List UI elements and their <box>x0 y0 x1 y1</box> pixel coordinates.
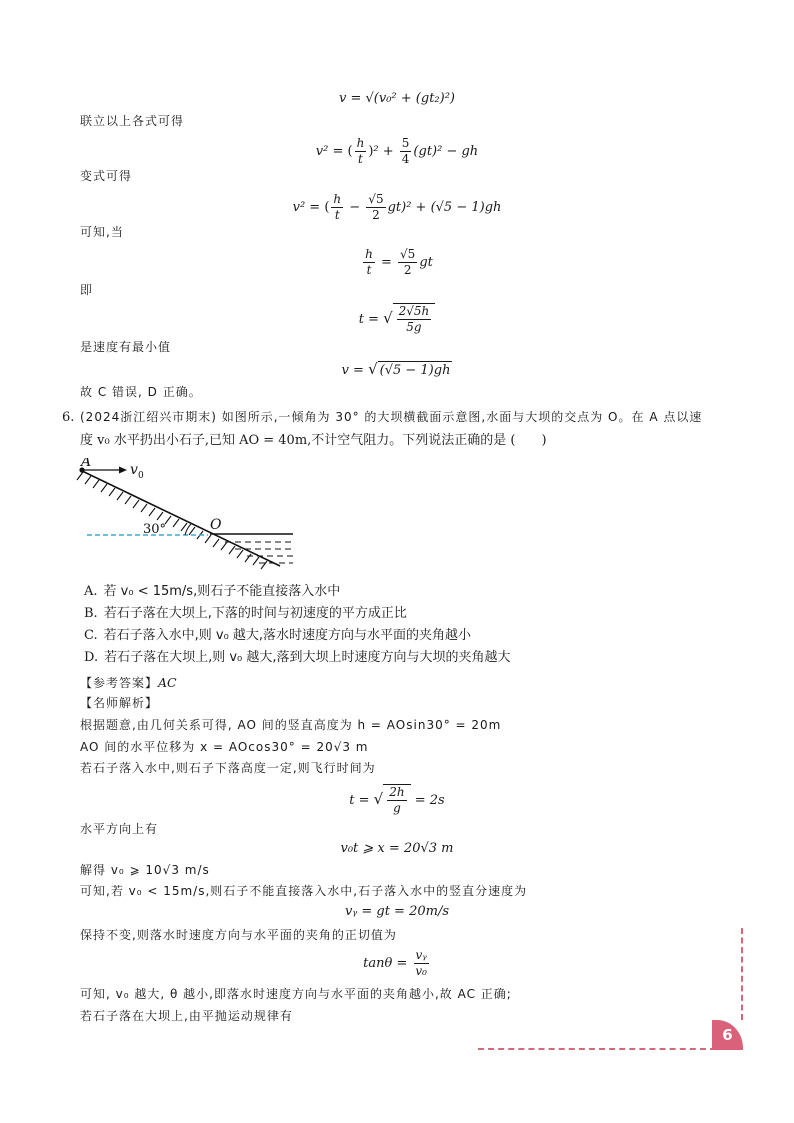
text-line: 保持不变,则落水时速度方向与水平面的夹角的正切值为 <box>80 928 397 942</box>
equation-condition: $\frac{h}{t}$ = $\frac{√5}{2}$ gt <box>365 247 433 277</box>
analysis-heading: 【名师解析】 <box>80 696 159 710</box>
equation-vy: vᵧ = gt = 20m/s <box>344 904 450 919</box>
svg-text:30°: 30° <box>143 522 167 537</box>
equation-vmin: v = √ (√5 − 1)gh <box>341 360 451 378</box>
svg-text:0: 0 <box>138 471 144 481</box>
equation-v2-a: v² = ( $\frac{h}{t}$ )² + $\frac{5}{4}$ (gt)² − gh <box>315 136 479 166</box>
dam-cross-section-figure <box>75 458 305 573</box>
equation-flight-time: t = √ $\frac{2h}{g}$ = 2s <box>349 785 445 815</box>
text-line: 水平方向上有 <box>80 822 159 836</box>
equation-v2-b: v² = ( $\frac{h}{t}$ − $\frac{√5}{2}$ gt)² + (√5 − 1)gh <box>292 192 502 222</box>
question-stem: 6. (2024浙江绍兴市期末) 如图所示,一倾角为 30° 的大坝横截面示意图,水面与大坝的交点为 O。在 A 点以速 <box>62 406 702 429</box>
question-number: 6. <box>62 410 75 425</box>
text-line: 若石子落入水中,则石子下落高度一定,则飞行时间为 <box>80 761 376 775</box>
text-line: 是速度有最小值 <box>80 340 172 354</box>
svg-text:v: v <box>130 462 138 478</box>
dam-diagram <box>75 458 305 573</box>
text-line: 可知,当 <box>80 225 124 239</box>
text-line: 可知,若 v₀ < 15m/s,则石子不能直接落入水中,石子落入水中的竖直分速度为 <box>80 884 528 898</box>
equation-horizontal: v₀t ⩾ x = 20√3 m <box>340 841 454 856</box>
footer-dashed-border-horizontal <box>478 1048 716 1050</box>
question-stem-line2: 度 v₀ 水平扔出小石子,已知 AO = 40m,不计空气阻力。下列说法正确的是 ( ) <box>80 433 547 448</box>
svg-text:A: A <box>81 458 92 470</box>
option-a[interactable]: A. 若 v₀ < 15m/s,则石子不能直接落入水中 <box>84 584 341 599</box>
svg-text:O: O <box>210 517 222 533</box>
text-line: 可知, v₀ 越大, θ 越小,即落水时速度方向与水平面的夹角越小,故 AC 正确; <box>80 987 512 1001</box>
text-line: AO 间的水平位移为 x = AOcos30° = 20√3 m <box>80 740 369 754</box>
equation-t: t = √ $\frac{2√5h}{5g}$ <box>0 303 794 335</box>
text-line: 若石子落在大坝上,由平抛运动规律有 <box>80 1009 293 1023</box>
text-line: 故 C 错误, D 正确。 <box>80 385 202 399</box>
option-b[interactable]: B. 若石子落在大坝上,下落的时间与初速度的平方成正比 <box>84 606 407 621</box>
equation-tan: tanθ = $\frac{\text{vᵧ}}{\text{v₀}}$ <box>363 948 427 978</box>
reference-answer: 【参考答案】AC <box>80 675 177 690</box>
option-d[interactable]: D. 若石子落在大坝上,则 v₀ 越大,落到大坝上时速度方向与大坝的夹角越大 <box>84 650 511 665</box>
footer-dashed-border-vertical <box>741 928 743 1020</box>
text-line: 即 <box>80 283 94 297</box>
text-line: 解得 v₀ ⩾ 10√3 m/s <box>80 863 210 877</box>
equation-v: v = √(v₀² + (gt₂)²) <box>339 91 455 106</box>
text-line: 变式可得 <box>80 169 133 183</box>
text-line: 根据题意,由几何关系可得, AO 间的竖直高度为 h = AOsin30° = 20m <box>80 718 502 732</box>
option-c[interactable]: C. 若石子落入水中,则 v₀ 越大,落水时速度方向与水平面的夹角越小 <box>84 628 472 643</box>
text-line: 联立以上各式可得 <box>80 114 185 128</box>
page-number-badge: 6 <box>712 1020 743 1050</box>
